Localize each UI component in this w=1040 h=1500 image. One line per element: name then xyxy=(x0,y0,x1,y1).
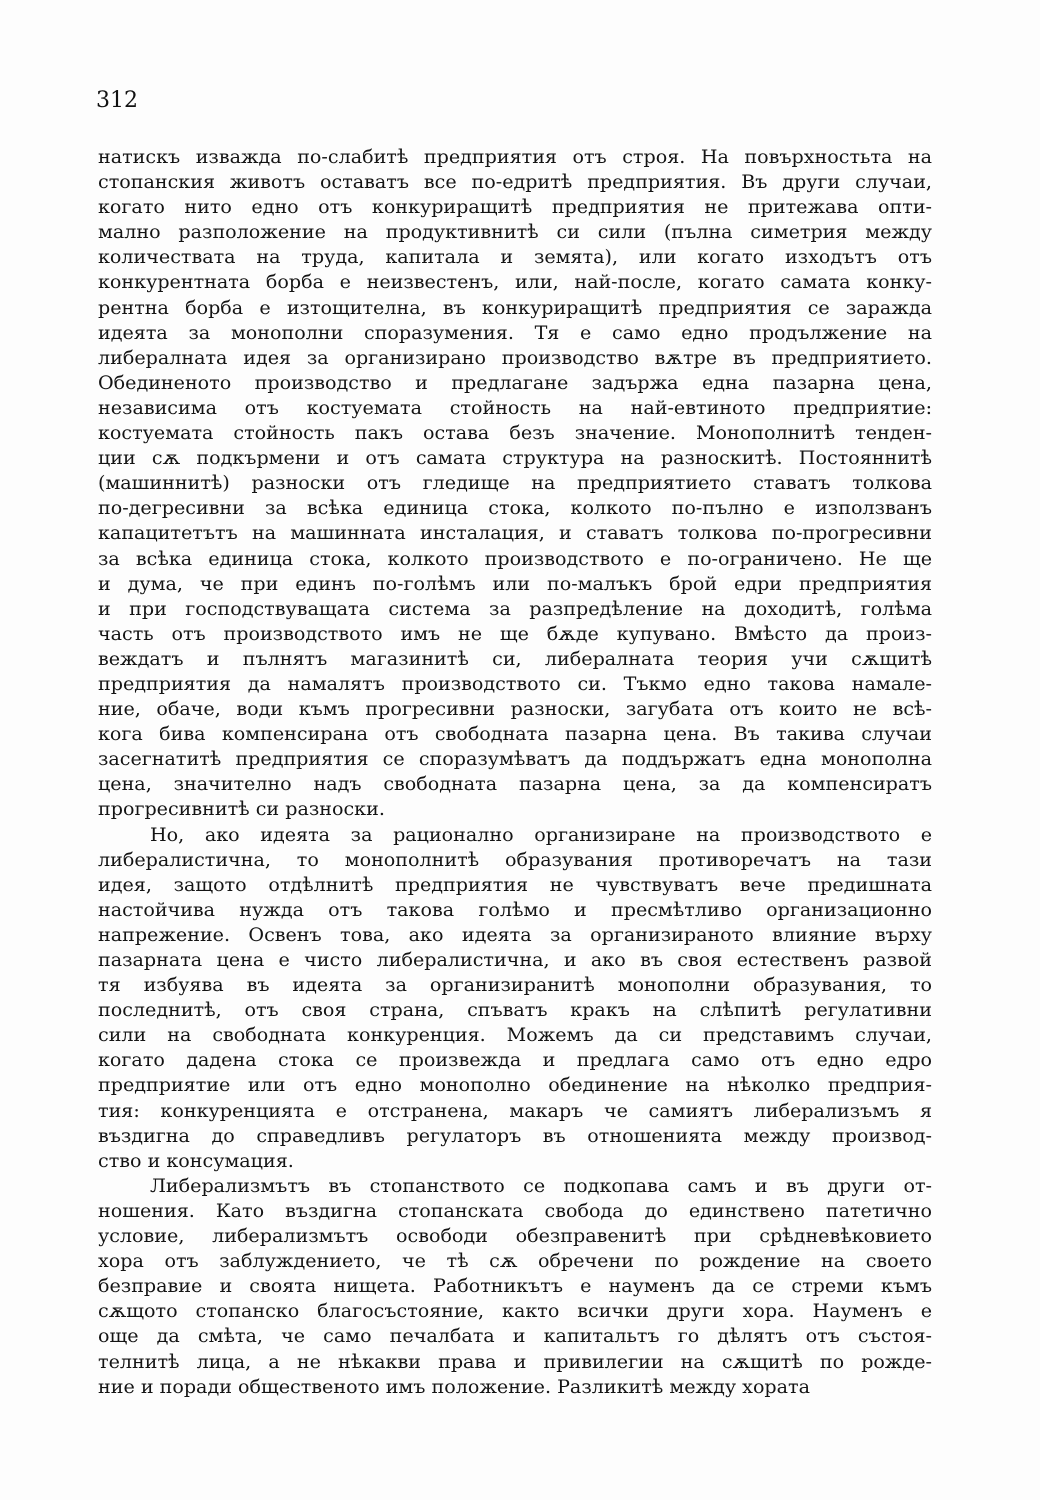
paragraph xyxy=(98,822,932,1173)
text-line: когато нито едно отъ конкуриращитѣ предприятия не притежава опти- xyxy=(98,195,932,219)
text-line: капацитетътъ на машинната инсталация, и ставатъ толкова по-прогресивни xyxy=(98,521,932,545)
text-line: ние и поради общественото имъ положение. Разликитѣ между хората xyxy=(98,1374,810,1398)
text-line: по-дегресивни за всѣка единица стока, колкото по-пълно е използванъ xyxy=(98,496,932,520)
text-line: условие, либерализмътъ освободи обезправенитѣ при срѣдневѣковието xyxy=(98,1224,932,1248)
text-line: количествата на труда, капитала и земята), или когато изходътъ отъ xyxy=(98,245,932,269)
text-line: и при господствуващата система за разпредѣление на доходитѣ, голѣма xyxy=(98,596,932,620)
text-line: ции сѫ подкърмени и отъ самата структура на разноскитѣ. Постояннитѣ xyxy=(98,446,932,470)
text-line: (машиннитѣ) разноски отъ гледище на предприятието ставатъ толкова xyxy=(98,471,932,495)
text-line: тия: конкуренцията е отстранена, макаръ че самиятъ либерализъмъ я xyxy=(98,1098,932,1122)
text-line: ние, обаче, води къмъ прогресивни разноски, загубата отъ които не всѣ- xyxy=(98,697,932,721)
body-text xyxy=(98,144,932,1399)
text-line: сѫщото стопанско благосъстояние, както всички други хора. Науменъ е xyxy=(98,1299,932,1323)
text-line: конкурентната борба е неизвестенъ, или, най-после, когато самата конку- xyxy=(98,270,932,294)
text-line: либералната идея за организирано производство вѫтре въ предприятието. xyxy=(98,345,932,369)
text-line: часть отъ производството имъ не ще бѫде купувано. Вмѣсто да произ- xyxy=(98,621,932,645)
paragraph xyxy=(98,144,932,822)
text-line: последнитѣ, отъ своя страна, спъватъ кракъ на слѣпитѣ регулативни xyxy=(98,998,932,1022)
text-line: предприятия да намалятъ производството си. Тъкмо едно такова намале- xyxy=(98,671,932,695)
paragraph xyxy=(98,1173,932,1399)
text-line: Но, ако идеята за рационално организиране на производството е xyxy=(150,822,932,846)
text-line: Либерализмътъ въ стопанството се подкопава самъ и въ други от- xyxy=(150,1173,932,1197)
text-line: веждатъ и пълнятъ магазинитѣ си, либералната теория учи сѫщитѣ xyxy=(98,646,932,670)
text-line: сили на свободната конкуренция. Можемъ да си представимъ случаи, xyxy=(98,1023,932,1047)
text-line: телнитѣ лица, а не нѣкакви права и привилегии на сѫщитѣ по рожде- xyxy=(98,1349,932,1373)
text-line: рентна борба е изтощителна, въ конкуриращитѣ предприятия се заражда xyxy=(98,295,932,319)
text-line: безправие и своята нищета. Работникътъ е науменъ да се стреми къмъ xyxy=(98,1274,932,1298)
text-line: пазарната цена е чисто либералистична, и ако въ своя естественъ развой xyxy=(98,948,932,971)
text-line: ство и консумация. xyxy=(98,1148,294,1172)
text-line: независима отъ костуемата стойность на най-евтиното предприятие: xyxy=(98,395,932,419)
text-line: прогресивнитѣ си разноски. xyxy=(98,797,385,821)
text-line: натискъ изважда по-слабитѣ предприятия отъ строя. На повърхностьта на xyxy=(98,145,932,168)
text-line: мално разположение на продуктивнитѣ си сили (пълна симетрия между xyxy=(98,220,932,244)
text-line: когато дадена стока се произвежда и предлага само отъ едно едро xyxy=(98,1048,932,1072)
text-line: още да смѣта, че само печалбата и капитальтъ го дѣлятъ отъ състоя- xyxy=(98,1324,932,1348)
text-line: напрежение. Освенъ това, ако идеята за организираното влияние върху xyxy=(98,922,932,946)
text-line: либералистична, то монополнитѣ образувания противоречатъ на тази xyxy=(98,847,932,871)
text-line: Обединеното производство и предлагане задържа една пазарна цена, xyxy=(98,370,932,394)
text-line: стопанския животъ оставатъ все по-едритѣ предприятия. Въ други случаи, xyxy=(98,170,932,194)
text-line: ношения. Като въздигна стопанската свобода до единствено патетично xyxy=(98,1198,932,1222)
text-line: цена, значително надъ свободната пазарна цена, за да компенсиратъ xyxy=(98,772,932,796)
text-line: въздигна до справедливъ регулаторъ въ отношенията между производ- xyxy=(98,1123,932,1147)
text-line: за всѣка единица стока, колкото производството е по-ограничено. Не ще xyxy=(98,546,932,570)
page-number: 312 xyxy=(96,88,138,113)
text-line: идеята за монополни споразумения. Тя е само едно продължение на xyxy=(98,320,932,344)
text-line: засегнатитѣ предприятия се споразумѣватъ да поддържатъ една монополна xyxy=(98,747,932,771)
text-line: и дума, че при единъ по-голѣмъ или по-малъкъ брой едри предприятия xyxy=(98,571,932,595)
text-line: хора отъ заблуждението, че тѣ сѫ обречени по рождение на своето xyxy=(98,1249,932,1273)
text-line: тя избуява въ идеята за организиранитѣ монополни образувания, то xyxy=(98,973,932,997)
text-line: настойчива нужда отъ такова голѣмо и пресмѣтливо организационно xyxy=(98,897,932,921)
text-line: костуемата стойность пакъ остава безъ значение. Монополнитѣ тенден- xyxy=(98,421,932,445)
text-line: кога бива компенсирана отъ свободната пазарна цена. Въ такива случаи xyxy=(98,722,932,746)
text-line: идея, защото отдѣлнитѣ предприятия не чувствуватъ вече предишната xyxy=(98,872,932,896)
text-line: предприятие или отъ едно монополно обединение на нѣколко предприя- xyxy=(98,1073,932,1097)
